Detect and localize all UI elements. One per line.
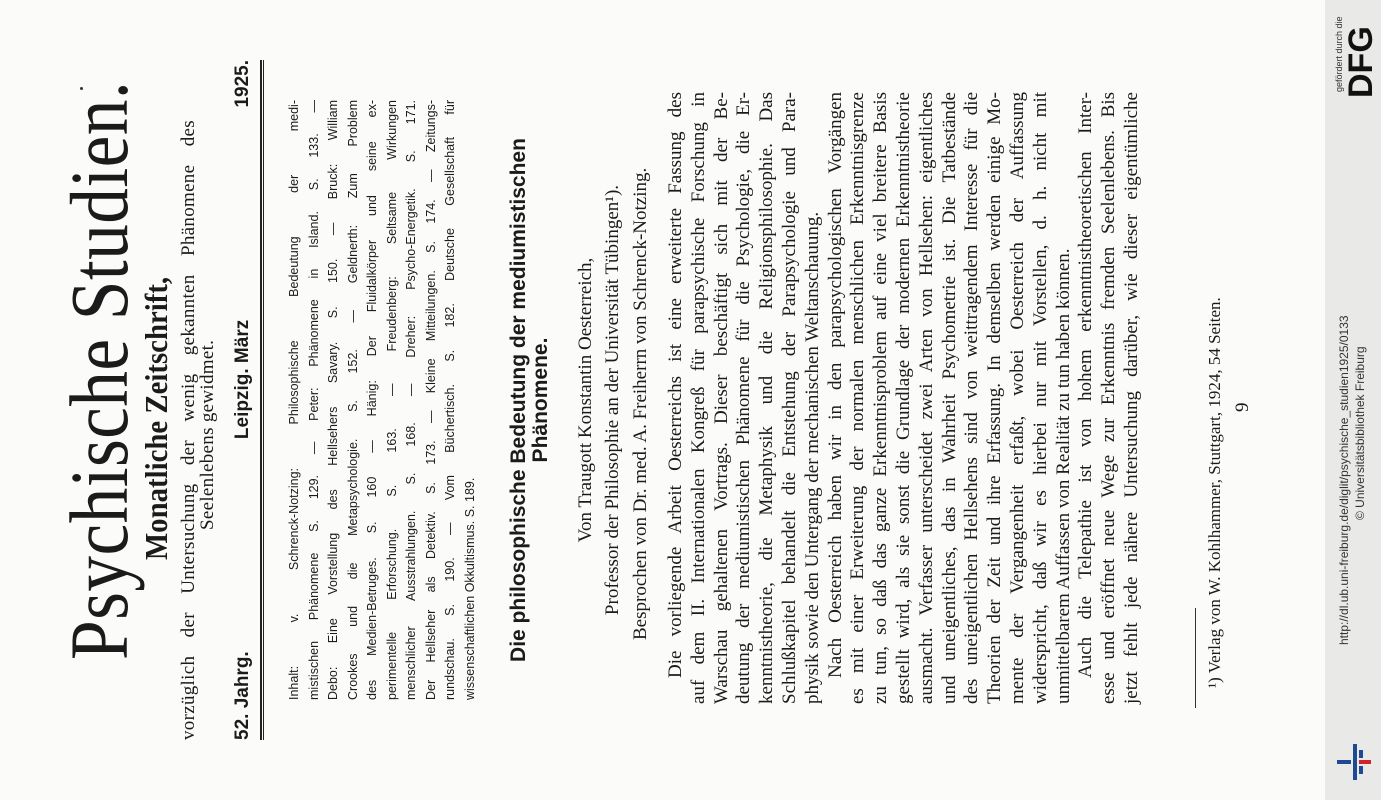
body-line: Schlußkapitel behandelt die Entstehung der Parapsychologie und Para- [778, 92, 800, 704]
footnote-rule [1195, 608, 1196, 708]
copyright-notice: © Universitätsbibliothek Freiburg [1353, 346, 1367, 520]
article-title-line2: Phänomene. [529, 337, 552, 463]
dfg-logo: DFG [1342, 26, 1380, 98]
body-line: jetzt fehlt jede nähere Untersuchung darüber, wie dieser eigentümliche [1120, 92, 1142, 704]
contents-line: rundschau. S. 190. — Vom Büchertisch. S. 182. Deutsche Gesellschaft für [443, 100, 457, 700]
body-line: physik sowie den Untergang der mechanischen Weltanschauung. [801, 211, 823, 704]
contents-line: Inhalt: v. Schrenck-Notzing: Philosophische Bedeutung der medi- [287, 100, 301, 700]
issue-info-row [232, 60, 254, 740]
body-line: auf dem II. Internationalen Kongreß für parapsychische Forschung in [687, 92, 709, 704]
body-line: Warschau gehaltenen Vortrags. Dieser beschäftigt sich mit der Be- [710, 92, 732, 704]
library-logo-icon [1335, 742, 1373, 782]
journal-description-line1: vorzüglich der Untersuchung der wenig gekannten Phänomene des [178, 120, 199, 740]
contents-line: des Medien-Betruges. S. 160 — Hänig: Der Fluidalkörper und seine ex- [365, 100, 379, 700]
author-affiliation: Professor der Philosophie an der Universität Tübingen¹). [602, 184, 623, 616]
reviewer-line: Besprochen von Dr. med. A. Freiherrn von Schrenck-Notzing. [630, 167, 651, 640]
article-title-line1: Die philosophische Bedeutung der mediumistischen [507, 138, 530, 662]
contents-line: Crookes und die Metapsychologie. S. 152. — Geldnerth: Zum Problem [345, 100, 360, 700]
body-line: esse und eröffnet neue Wege zur Erkenntnis fremden Seelenlebens. Bis [1098, 92, 1120, 704]
body-line: mente der Vergangenheit erfaßt, wobei Oesterreich der Auffassung [1006, 92, 1028, 704]
body-line: Die vorliegende Arbeit Oesterreichs ist eine erweiterte Fassung des [665, 92, 686, 678]
contents-line: perimentelle Erforschung. S. 163. — Freudenberg: Seltsame Wirkungen [384, 100, 399, 700]
body-line: unmittelbarem Auffassen von Realität zu tun haben können. [1052, 248, 1074, 704]
contents-line: mistischen Phänomene S. 129. — Peter: Phänomene in Island. S. 133. — [306, 100, 321, 700]
table-of-contents [285, 100, 480, 700]
page-number: 9 [1232, 402, 1253, 412]
body-line: gestellt wird, als sie sonst die Grundlage der modernen Erkenntnistheorie [892, 92, 914, 704]
body-line: ausmacht. Verfasser unterscheidet zwei Arten von Hellsehen: eigentliches [915, 92, 937, 704]
journal-description-line2: Seelenlebens gewidmet. [197, 339, 218, 530]
article-title [508, 70, 552, 730]
year-label: 1925. [232, 60, 253, 108]
body-line: zu tun, so daß das ganze Erkenntnisproblem auf eine viel breitere Basis [870, 92, 892, 704]
contents-line: Der Hellseher als Detektiv. S. 173. — Kleine Mitteilungen. S. 174. — Zeitungs- [423, 100, 438, 700]
contents-line: Debo: Eine Vorstellung des Hellsehers Savary. S. 150. — Bruck: William [326, 100, 340, 700]
contents-line: wissenschaftlichen Okkultismus. S. 189. [462, 477, 477, 700]
body-line: deutung der mediumistischen Phänomene für die Psychologie, die Er- [733, 92, 755, 704]
body-line: widerspricht, daß wir es hierbei nur mit Vorstellen, d. h. nicht mit [1029, 92, 1051, 704]
journal-title: Psychische Studien. [53, 80, 145, 660]
place-month-label: Leipzig. März [232, 319, 253, 440]
article-author: Von Traugott Konstantin Oesterreich, [575, 257, 596, 543]
body-line: des uneigentlichen Hellsehens sind von weittragendem Interesse für die [961, 92, 983, 704]
body-line: es mit einer Erweiterung der normalen menschlichen Erkenntnisgrenze [847, 92, 869, 704]
body-line: Theorien der Zeit und ihre Erfassung. In demselben werden einige Mo- [984, 92, 1006, 704]
body-line: kenntnistheorie, die Metaphysik und die Religionsphilosophie. Das [756, 92, 778, 704]
body-line: Auch die Telepathie ist von hohem erkenntnistheoretischen Inter- [1075, 92, 1097, 678]
body-line: und uneigentliches, das in Wahrheit Psychometrie ist. Die Tatbestände [938, 92, 960, 704]
body-line: Nach Oesterreich haben wir in den parapsychologischen Vorgängen [824, 92, 846, 678]
volume-label: 52. Jahrg. [232, 651, 253, 740]
article-body [665, 92, 1144, 704]
footnote: ¹) Verlag von W. Kohlhammer, Stuttgart, 1924, 54 Seiten. [1205, 297, 1224, 688]
contents-line: menschlicher Ausstrahlungen. S. 168. — Dreher: Psycho-Energetik. S. 171. [404, 100, 418, 700]
journal-subtitle: Monatliche Zeitschrift, [138, 276, 174, 560]
header-rule-thin [263, 60, 264, 740]
header-rule [260, 60, 262, 740]
permalink-url[interactable]: http://dl.ub.uni-freiburg.de/diglit/psychische_studien1925/0133 [1337, 315, 1351, 645]
funding-note: gefördert durch die [1334, 16, 1344, 92]
